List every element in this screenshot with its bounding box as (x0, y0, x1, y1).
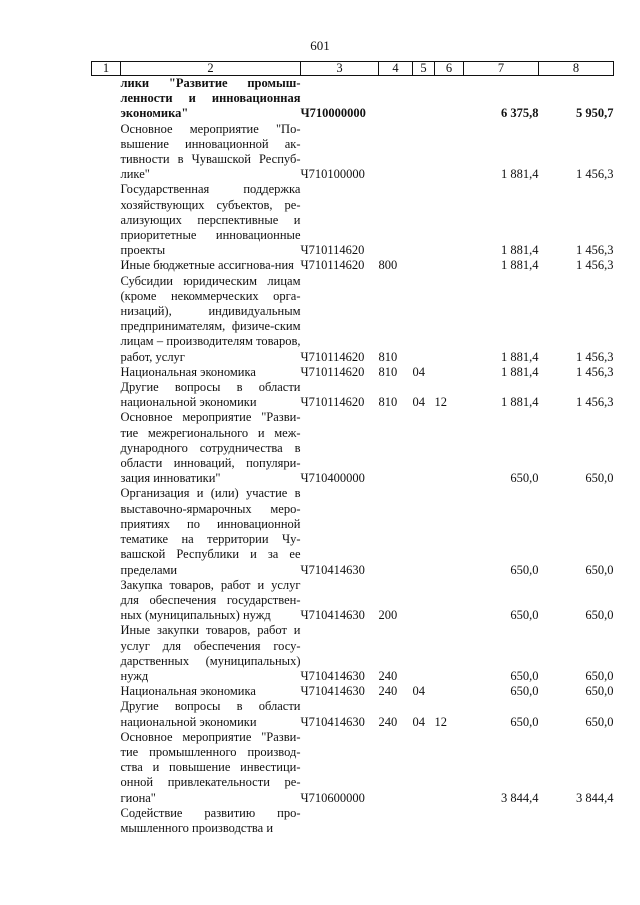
amount-col8-cell: 1 456,3 (576, 364, 614, 379)
amount-col8-cell: 650,0 (585, 471, 614, 486)
row-number-cell (92, 684, 121, 699)
subsection-cell (435, 684, 464, 699)
subsection-cell (435, 578, 464, 624)
table-row (92, 182, 614, 258)
table-row (92, 410, 614, 486)
target-code-cell: Ч710414630 (300, 684, 365, 699)
target-code-cell: Ч710000000 (300, 106, 366, 121)
expense-type-cell: 200 (378, 608, 398, 623)
amount-col8-cell (539, 806, 614, 836)
amount-col8-cell: 3 844,4 (576, 790, 614, 805)
amount-col7-cell (464, 806, 539, 836)
subsection-cell: 12 (434, 395, 447, 410)
page-number: 601 (310, 38, 330, 53)
target-code-cell: Ч710114620 (300, 364, 365, 379)
item-name-cell: Субсидии юридическим лицам (кроме некоммерческих орга-низаций), индивидуальным предпринимателям, физиче-ским лицам – производителям товаров, работ, услуг (120, 273, 301, 364)
item-name-cell: Содействие развитию про-мышленного производства и (120, 805, 301, 835)
subsection-cell (435, 122, 464, 183)
item-name-cell: Закупка товаров, работ и услуг для обеспечения государствен-ных (муниципальных) нужд (120, 577, 301, 623)
amount-col8-cell: 650,0 (585, 668, 614, 683)
section-cell: 04 (412, 364, 425, 379)
amount-col7-cell: 650,0 (510, 608, 539, 623)
row-number-cell (92, 182, 121, 258)
item-name-cell: лики "Развитие промыш-ленности и инновационная экономика" (120, 76, 301, 121)
subsection-cell (435, 274, 464, 365)
amount-col7-cell: 1 881,4 (501, 395, 539, 410)
row-number-cell (92, 730, 121, 806)
amount-col7-cell: 6 375,8 (501, 106, 539, 121)
item-name-cell: Иные закупки товаров, работ и услуг для обеспечения госу-дарственных (муниципальных) нужд (120, 623, 301, 683)
header-col-3: 3 (301, 62, 379, 76)
section-cell: 04 (412, 395, 425, 410)
table-row (92, 578, 614, 624)
section-cell (413, 410, 435, 486)
amount-col7-cell: 650,0 (510, 562, 539, 577)
table-row (92, 623, 614, 684)
section-cell: 04 (412, 714, 425, 729)
target-code-cell: Ч710600000 (300, 790, 365, 805)
item-name-cell: Национальная экономика (120, 684, 256, 699)
target-code-cell: Ч710414630 (300, 714, 365, 729)
table-row (92, 76, 614, 122)
row-number-cell (92, 623, 121, 684)
expense-type-cell (379, 182, 413, 258)
row-number-cell (92, 76, 121, 122)
section-cell (413, 806, 435, 836)
target-code-cell: Ч710414630 (300, 562, 365, 577)
row-number-cell (92, 410, 121, 486)
header-col-4: 4 (379, 62, 413, 76)
item-name-cell: Государственная поддержка хозяйствующих субъектов, ре-ализующих перспективные и приоритетные инновационные проекты (120, 182, 301, 258)
amount-col8-cell: 1 456,3 (576, 349, 614, 364)
target-code-cell: Ч710114620 (300, 258, 365, 273)
expense-type-cell (379, 76, 413, 122)
target-code-cell: Ч710114620 (300, 243, 365, 258)
subsection-cell (435, 365, 464, 380)
header-col-7: 7 (464, 62, 539, 76)
amount-col7-cell: 1 881,4 (501, 349, 539, 364)
expense-type-cell (379, 410, 413, 486)
target-code-cell: Ч710400000 (300, 471, 365, 486)
table-row (92, 699, 614, 729)
header-col-5: 5 (413, 62, 435, 76)
subsection-cell (435, 806, 464, 836)
row-number-cell (92, 380, 121, 410)
expense-type-cell: 240 (378, 668, 398, 683)
row-number-cell (92, 274, 121, 365)
amount-col7-cell: 650,0 (510, 668, 539, 683)
section-cell (413, 730, 435, 806)
table-row (92, 806, 614, 836)
expense-type-cell: 810 (378, 364, 398, 379)
amount-col8-cell: 1 456,3 (576, 167, 614, 182)
row-number-cell (92, 699, 121, 729)
row-number-cell (92, 365, 121, 380)
section-cell (413, 623, 435, 684)
item-name-cell: Другие вопросы в области национальной экономики (120, 699, 301, 729)
amount-col7-cell: 650,0 (510, 714, 539, 729)
table-row (92, 122, 614, 183)
amount-col8-cell: 1 456,3 (576, 258, 614, 273)
budget-table (91, 61, 614, 836)
target-code-cell: Ч710100000 (300, 167, 365, 182)
amount-col8-cell: 650,0 (585, 684, 614, 699)
header-col-8: 8 (539, 62, 614, 76)
amount-col7-cell: 3 844,4 (501, 790, 539, 805)
expense-type-cell (379, 122, 413, 183)
row-number-cell (92, 578, 121, 624)
section-cell (413, 76, 435, 122)
table-row (92, 274, 614, 365)
amount-col7-cell: 1 881,4 (501, 364, 539, 379)
expense-type-cell: 810 (378, 349, 398, 364)
section-cell (413, 122, 435, 183)
item-name-cell: Иные бюджетные ассигнова-ния (120, 258, 294, 273)
amount-col8-cell: 1 456,3 (576, 395, 614, 410)
amount-col8-cell: 1 456,3 (576, 243, 614, 258)
row-number-cell (92, 258, 121, 273)
subsection-cell (435, 623, 464, 684)
table-header (92, 62, 614, 76)
expense-type-cell (379, 806, 413, 836)
section-cell (413, 182, 435, 258)
item-name-cell: Национальная экономика (120, 364, 256, 379)
target-code-cell: Ч710114620 (300, 349, 365, 364)
item-name-cell: Организация и (или) участие в выставочно-ярмарочных меро-приятиях по инновационной тематике на территории Чу-вашской Республики и за ее пределами (120, 486, 301, 577)
amount-col7-cell: 650,0 (510, 471, 539, 486)
expense-type-cell: 810 (378, 395, 398, 410)
amount-col7-cell: 1 881,4 (501, 167, 539, 182)
header-row (92, 62, 614, 76)
expense-type-cell (379, 486, 413, 577)
amount-col8-cell: 650,0 (585, 562, 614, 577)
expense-type-cell (379, 730, 413, 806)
row-number-cell (92, 806, 121, 836)
expense-type-cell: 800 (378, 258, 398, 273)
header-col-1: 1 (92, 62, 121, 76)
subsection-cell: 12 (434, 714, 447, 729)
target-code-cell: Ч710414630 (300, 608, 365, 623)
section-cell (413, 578, 435, 624)
row-number-cell (92, 122, 121, 183)
subsection-cell (435, 258, 464, 273)
expense-type-cell: 240 (378, 714, 398, 729)
table-row (92, 380, 614, 410)
amount-col7-cell: 1 881,4 (501, 258, 539, 273)
section-cell (413, 486, 435, 577)
target-code-cell (301, 806, 379, 836)
amount-col8-cell: 650,0 (585, 608, 614, 623)
amount-col7-cell: 1 881,4 (501, 243, 539, 258)
section-cell (413, 258, 435, 273)
item-name-cell: Основное мероприятие "Разви-тие межрегионального и меж-дународного сотрудничества в области инноваций, популяри-зация инноватики" (120, 410, 301, 486)
header-col-2: 2 (121, 62, 301, 76)
header-col-6: 6 (435, 62, 464, 76)
target-code-cell: Ч710414630 (300, 668, 365, 683)
amount-col8-cell: 5 950,7 (576, 106, 614, 121)
section-cell (413, 274, 435, 365)
amount-col7-cell: 650,0 (510, 684, 539, 699)
subsection-cell (435, 182, 464, 258)
table-row (92, 486, 614, 577)
subsection-cell (435, 410, 464, 486)
target-code-cell: Ч710114620 (300, 395, 365, 410)
table-row (92, 730, 614, 806)
subsection-cell (435, 76, 464, 122)
amount-col8-cell: 650,0 (585, 714, 614, 729)
section-cell: 04 (412, 684, 425, 699)
item-name-cell: Основное мероприятие "Разви-тие промышленного производ-ства и повышение инвестици-онной привлекательности ре-гиона" (120, 729, 301, 805)
table-row (92, 365, 614, 380)
table-row (92, 258, 614, 273)
expense-type-cell: 240 (378, 684, 398, 699)
table-row (92, 684, 614, 699)
subsection-cell (435, 730, 464, 806)
subsection-cell (435, 486, 464, 577)
item-name-cell: Основное мероприятие "По-вышение инновационной ак-тивности в Чувашской Респуб-лике" (120, 121, 301, 182)
table-body (92, 76, 614, 837)
row-number-cell (92, 486, 121, 577)
item-name-cell: Другие вопросы в области национальной экономики (120, 380, 301, 410)
